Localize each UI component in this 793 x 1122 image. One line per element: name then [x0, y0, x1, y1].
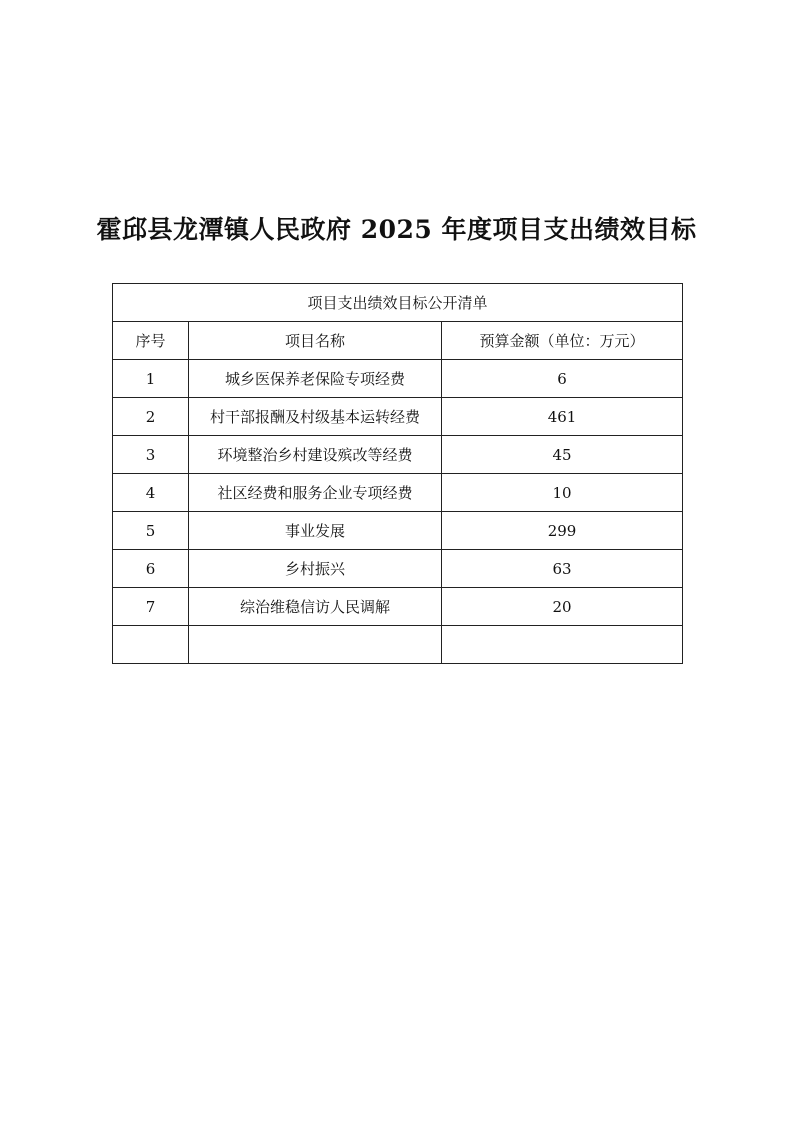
- table-row: [113, 588, 683, 626]
- cell-project-name: 乡村振兴: [189, 550, 442, 588]
- table-row-empty: [113, 626, 683, 664]
- cell-index: 5: [113, 512, 189, 550]
- cell-budget-amount: 10: [442, 474, 683, 512]
- cell-budget-amount: 45: [442, 436, 683, 474]
- cell-index: 3: [113, 436, 189, 474]
- table-row: [113, 398, 683, 436]
- header-index: 序号: [113, 322, 189, 360]
- cell-index: 1: [113, 360, 189, 398]
- cell-index: 2: [113, 398, 189, 436]
- cell-index: 7: [113, 588, 189, 626]
- cell-project-name: 城乡医保养老保险专项经费: [189, 360, 442, 398]
- cell-budget-amount: 299: [442, 512, 683, 550]
- cell-budget-amount: 20: [442, 588, 683, 626]
- table-row: [113, 360, 683, 398]
- cell-index: [113, 626, 189, 664]
- table-row: [113, 474, 683, 512]
- cell-budget-amount: [442, 626, 683, 664]
- table-row: [113, 436, 683, 474]
- cell-project-name: 事业发展: [189, 512, 442, 550]
- header-budget-amount: 预算金额（单位：万元）: [442, 322, 683, 360]
- table-row: [113, 550, 683, 588]
- header-project-name: 项目名称: [189, 322, 442, 360]
- cell-budget-amount: 6: [442, 360, 683, 398]
- table-header-row: [113, 322, 683, 360]
- cell-project-name: 社区经费和服务企业专项经费: [189, 474, 442, 512]
- cell-budget-amount: 63: [442, 550, 683, 588]
- cell-project-name: 综治维稳信访人民调解: [189, 588, 442, 626]
- cell-project-name: [189, 626, 442, 664]
- table-caption: 项目支出绩效目标公开清单: [113, 284, 683, 322]
- cell-project-name: 环境整治乡村建设殡改等经费: [189, 436, 442, 474]
- cell-index: 4: [113, 474, 189, 512]
- cell-project-name: 村干部报酬及村级基本运转经费: [189, 398, 442, 436]
- budget-table: [112, 283, 683, 664]
- table-row: [113, 512, 683, 550]
- page-title: 霍邱县龙潭镇人民政府 2025 年度项目支出绩效目标: [96, 215, 697, 244]
- cell-index: 6: [113, 550, 189, 588]
- table-caption-row: [113, 284, 683, 322]
- cell-budget-amount: 461: [442, 398, 683, 436]
